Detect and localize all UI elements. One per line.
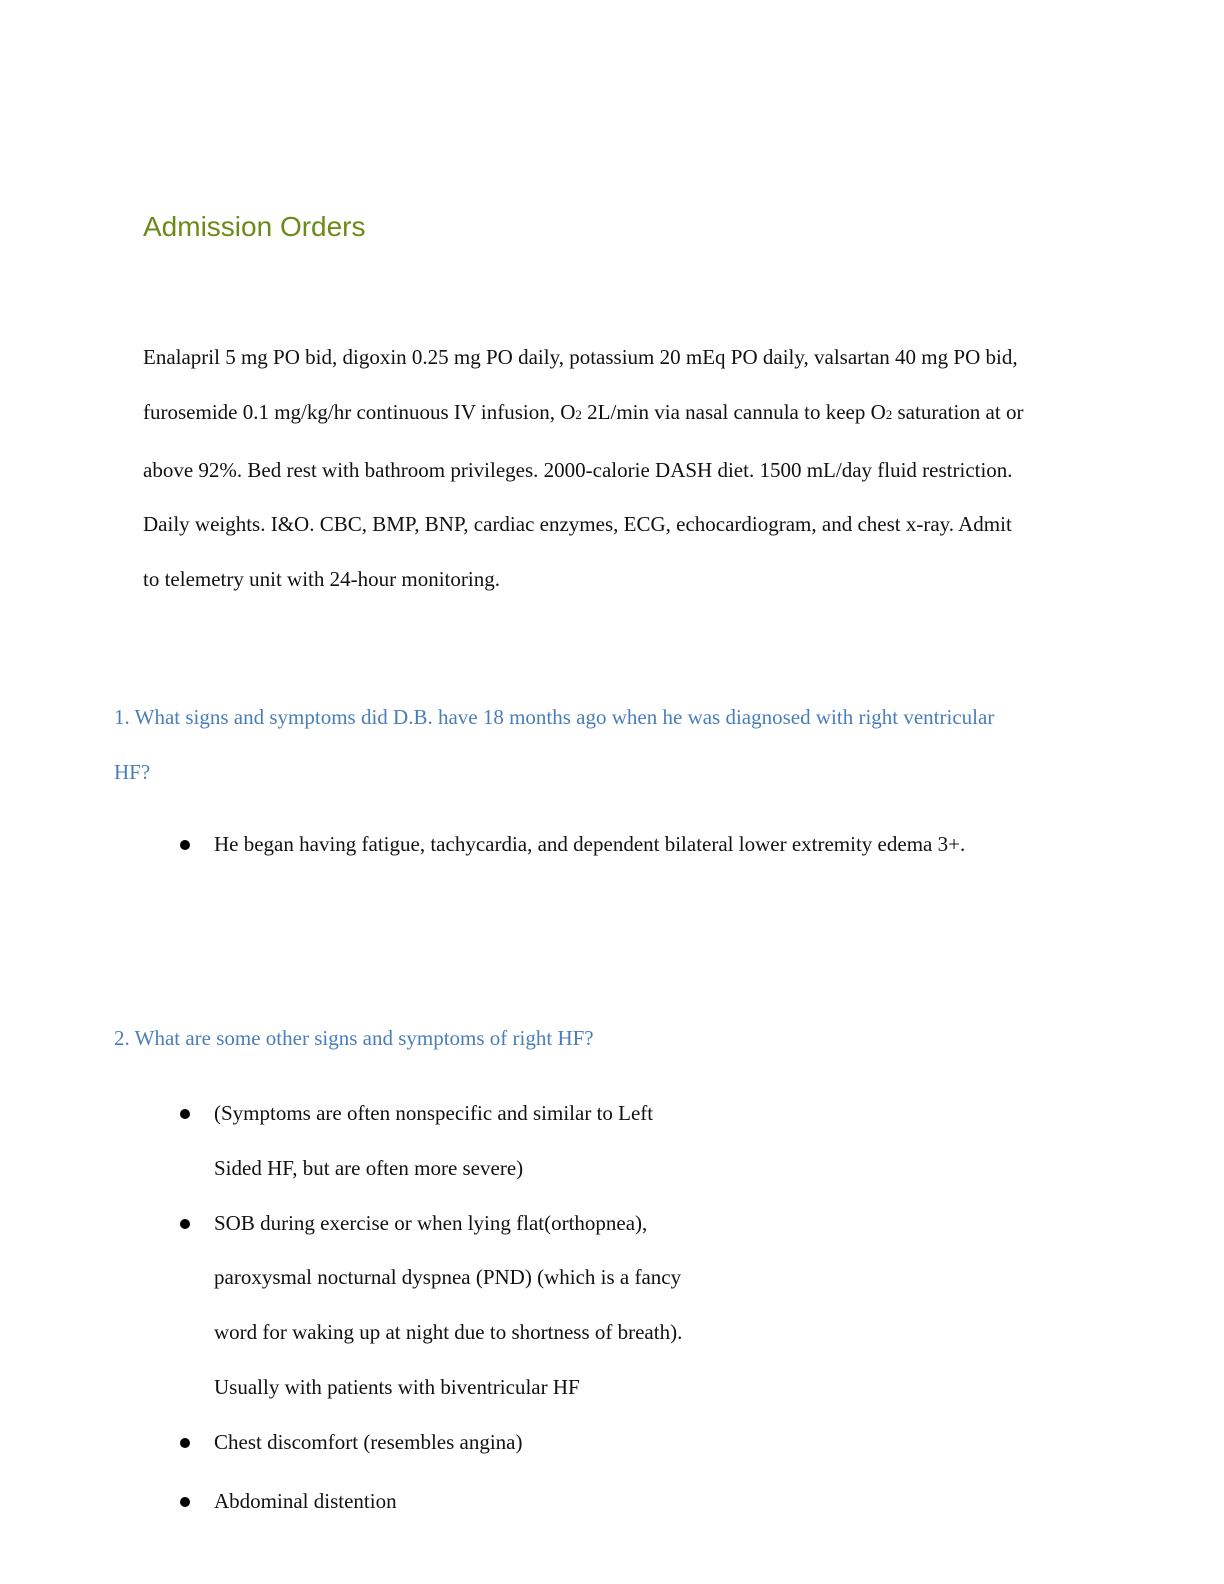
question-line: 1. What signs and symptoms did D.B. have 18 months ago when he was diagnosed with right ventricular	[114, 705, 995, 729]
answer-line: (Symptoms are often nonspecific and similar to Left	[214, 1101, 654, 1125]
orders-line: above 92%. Bed rest with bathroom privileges. 2000-calorie DASH diet. 1500 mL/day fluid restriction.	[143, 457, 1013, 482]
orders-text: 2L/min via nasal cannula to keep O	[581, 399, 886, 424]
list-item	[0, 1086, 682, 1196]
orders-text: saturation at or	[892, 399, 1024, 424]
question-1	[114, 690, 994, 800]
bullet-icon	[180, 840, 190, 850]
list-item	[0, 1196, 682, 1415]
bullet-icon	[180, 1109, 190, 1119]
list-item	[0, 1474, 682, 1529]
orders-line: Enalapril 5 mg PO bid, digoxin 0.25 mg PO daily, potassium 20 mEq PO daily, valsartan 40 mg PO bid,	[143, 345, 1018, 369]
list-item	[0, 1415, 682, 1470]
bullet-icon	[180, 1497, 190, 1507]
answer-line: Sided HF, but are often more severe)	[214, 1155, 524, 1180]
question-line: 2. What are some other signs and symptoms of right HF?	[114, 1026, 594, 1050]
orders-line: Daily weights. I&O. CBC, BMP, BNP, cardiac enzymes, ECG, echocardiogram, and chest x-ray. Admit	[143, 512, 1012, 537]
page-heading: Admission Orders	[143, 211, 366, 242]
answer-line: SOB during exercise or when lying flat(orthopnea),	[214, 1210, 648, 1235]
orders-text: furosemide 0.1 mg/kg/hr continuous IV infusion, O	[143, 399, 576, 424]
answer-line: He began having fatigue, tachycardia, and dependent bilateral lower extremity edema 3+.	[214, 832, 966, 856]
question-1-answers	[0, 817, 965, 872]
list-item	[0, 817, 965, 872]
answer-line: word for waking up at night due to shortness of breath).	[214, 1320, 683, 1345]
admission-orders-paragraph	[143, 330, 1143, 607]
bullet-icon	[180, 1219, 190, 1229]
orders-line	[143, 385, 1143, 443]
answer-line: Chest discomfort (resembles angina)	[214, 1429, 523, 1454]
answer-line: Abdominal distention	[214, 1488, 397, 1513]
question-2	[114, 1011, 594, 1066]
question-line: HF?	[114, 759, 151, 784]
answer-line: paroxysmal nocturnal dyspnea (PND) (which is a fancy	[214, 1265, 682, 1290]
question-2-answers	[0, 1086, 682, 1528]
orders-line: to telemetry unit with 24-hour monitoring.	[143, 567, 500, 592]
subscript-2: 2	[575, 406, 582, 422]
subscript-2: 2	[885, 406, 893, 422]
bullet-icon	[180, 1438, 190, 1448]
answer-line: Usually with patients with biventricular HF	[214, 1374, 580, 1399]
